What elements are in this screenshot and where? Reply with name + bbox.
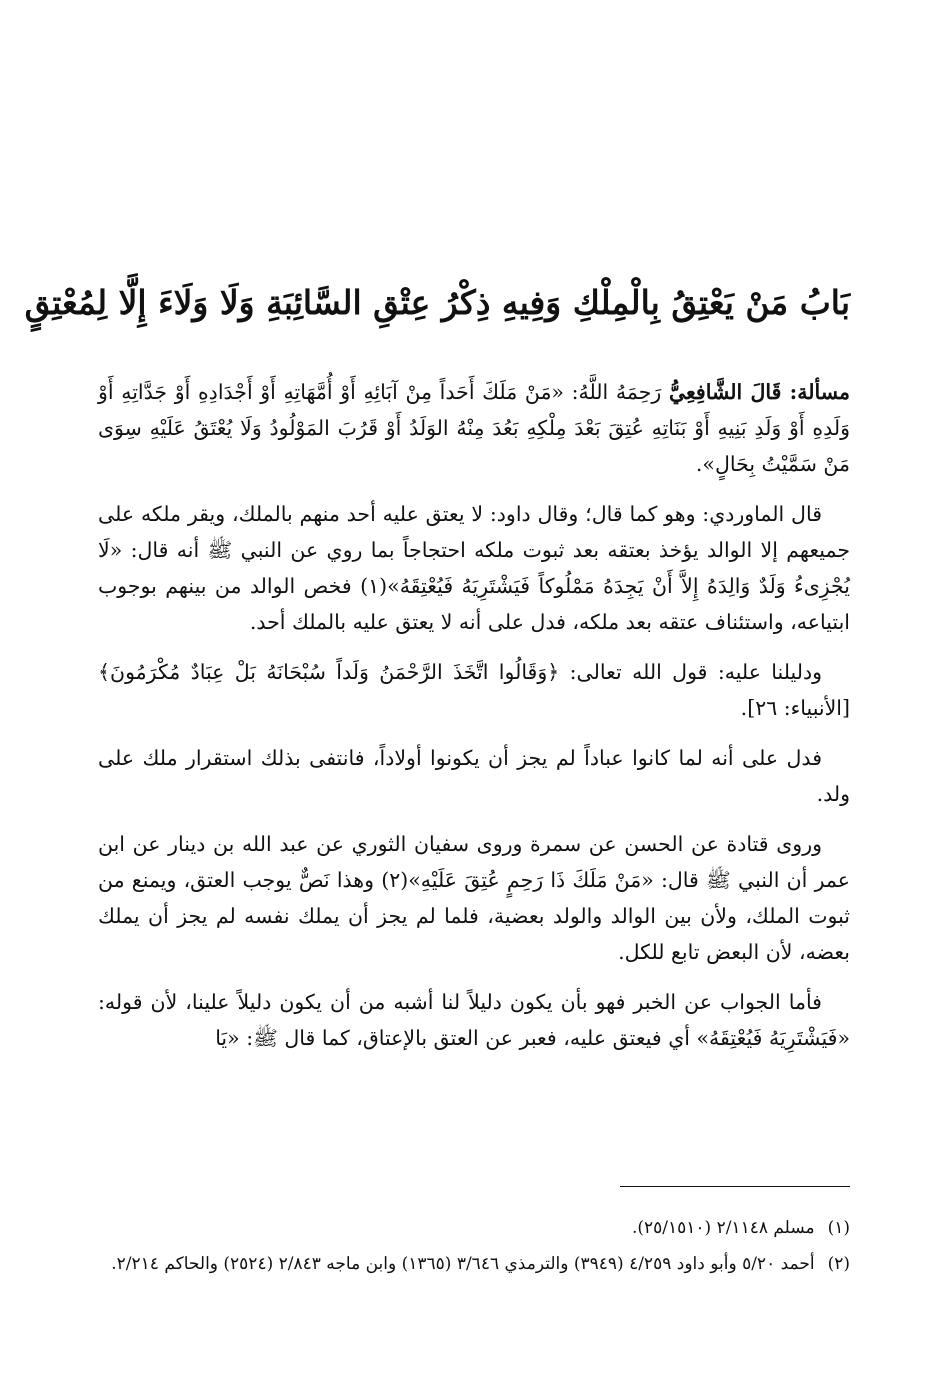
paragraph-conclusion: فدل على أنه لما كانوا عباداً لم يجز أن يكونوا أولاداً، فانتفى بذلك استقرار ملك على ولد. xyxy=(98,746,850,806)
paragraph-mawardi: قال الماوردي: وهو كما قال؛ وقال داود: لا يعتق عليه أحد منهم بالملك، ويقر ملكه على جميعهم إلا الوالد يؤخذ بعتقه بعد ثبوت ملكه احتجاجاً بما روي عن النبي ﷺ أنه قال: «لَا يُجْزِىءُ وَلَدٌ وَالِدَهُ إِلاَّ أَنْ يَجِدَهُ مَمْلُوكاً فَيَشْتَرِيَهُ فَيُعْتِقَهُ»(١) فخص الوالد من بينهم بوجوب ابتياعه، واستئناف عتقه بعد ملكه، فدل على أنه لا يعتق عليه بالملك أحد. xyxy=(98,502,850,634)
paragraph-issue xyxy=(98,374,850,482)
footnote-2 xyxy=(98,1248,850,1280)
footnote-text: مسلم ٢/١١٤٨ (٢٥/١٥١٠). xyxy=(631,1218,815,1238)
issue-text: رَحِمَهُ اللَّهُ: «مَنْ مَلَكَ أَحَداً مِنْ آبَائِهِ أَوْ أُمَّهَاتِهِ أَوْ أَجْدَادِهِ أَوْ جَدَّاتِهِ أَوْ وَلَدِهِ أَوْ وَلَدِ بَنِيهِ أَوْ بَنَاتِهِ عُتِقَ بَعْدَ مِلْكِهِ بَعُدَ مِنْهُ الوَلَدُ أَوْ قَرُبَ المَوْلُودُ وَلَا يُعْتَقُ عَلَيْهِ سِوَى مَنْ سَمَّيْتُ بِحَالٍ». xyxy=(98,380,850,476)
chapter-title: بَابُ مَنْ يَعْتِقُ بِالْمِلْكِ وَفِيهِ ذِكْرُ عِتْقِ السَّائِبَةِ وَلَا وَلَاءَ إِلَّا لِمُعْتِقٍ xyxy=(24,283,850,323)
issue-lead: مسألة: قَالَ الشَّافِعِيُّ xyxy=(668,380,850,404)
paragraph-evidence: ودليلنا عليه: قول الله تعالى: ﴿وَقَالُوا اتَّخَذَ الرَّحْمَنُ وَلَداً سُبْحَانَهُ بَلْ عِبَادٌ مُكْرَمُونَ﴾ [الأنبياء: ٢٦]. xyxy=(98,660,850,720)
footnote-1 xyxy=(98,1212,850,1244)
paragraph-answer: فأما الجواب عن الخبر فهو بأن يكون دليلاً لنا أشبه من أن يكون دليلاً علينا، لأن قوله: «فَيَشْتَرِيَهُ فَيُعْتِقَهُ» أي فيعتق عليه، فعبر عن العتق بالإعتاق، كما قال ﷺ: «يَا xyxy=(98,990,850,1050)
footnote-text: أحمد ٥/٢٠ وأبو داود ٤/٢٥٩ (٣٩٤٩) والترمذي ٣/٦٤٦ (١٣٦٥) وابن ماجه ٢/٨٤٣ (٢٥٢٤) والحاكم ٢/٢١٤. xyxy=(111,1254,815,1274)
main-text xyxy=(98,374,850,1070)
footnote-divider xyxy=(620,1186,850,1187)
footnote-number: (٢) xyxy=(827,1254,850,1274)
footnotes xyxy=(98,1212,850,1284)
footnote-number: (١) xyxy=(827,1218,850,1238)
paragraph-narration: وروى قتادة عن الحسن عن سمرة وروى سفيان الثوري عن عبد الله بن دينار عن ابن عمر أن النبي ﷺ قال: «مَنْ مَلَكَ ذَا رَحِمٍ عُتِقَ عَلَيْهِ»(٢) وهذا نَصٌّ يوجب العتق، ويمنع من ثبوت الملك، ولأن بين الوالد والولد بعضية، فلما لم يجز أن يملك نفسه لم يجز أن يملك بعضه، لأن البعض تابع للكل. xyxy=(98,832,850,964)
